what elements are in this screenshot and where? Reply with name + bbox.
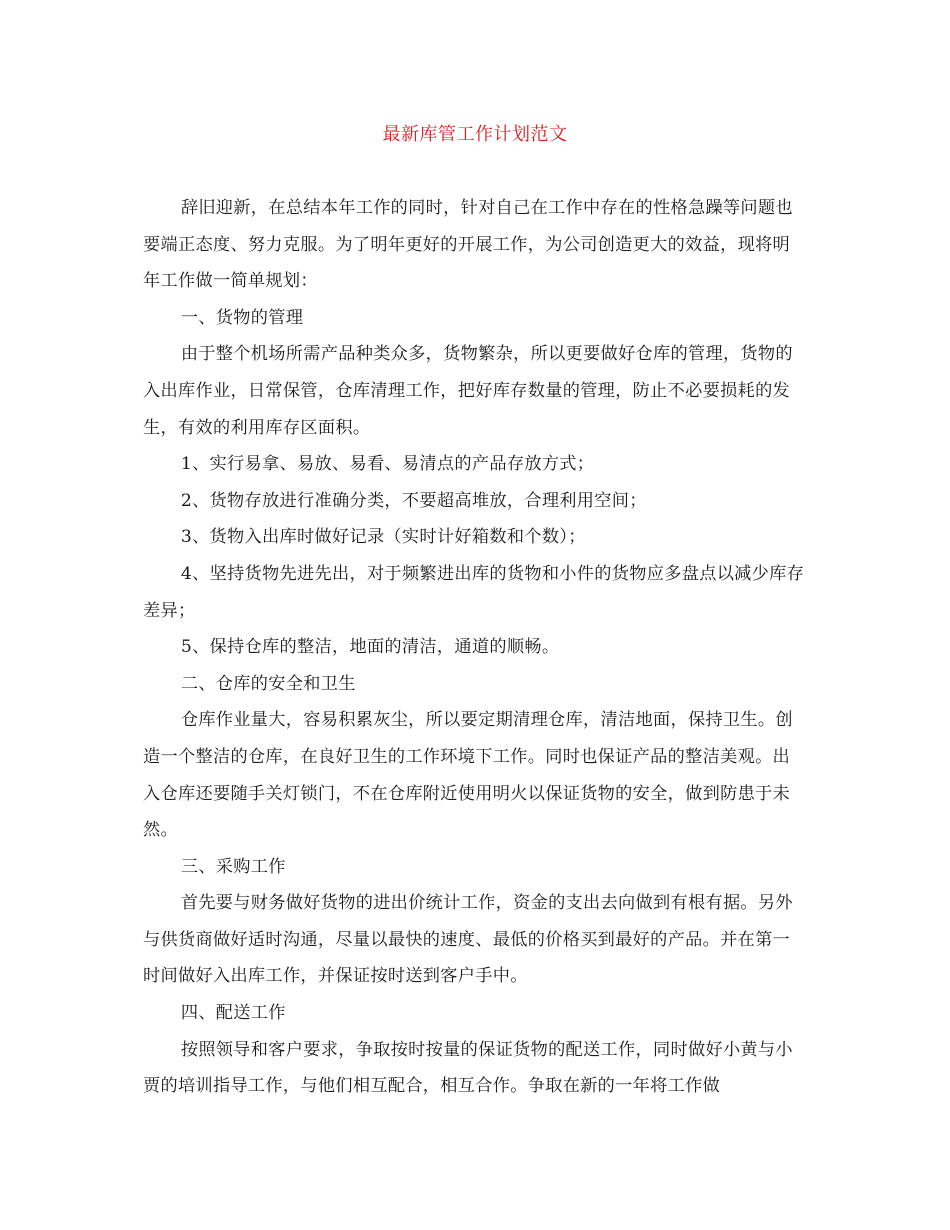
list-item: 4、坚持货物先进先出，对于频繁进出库的货物和小件的货物应多盘点以减少库存差异； — [143, 563, 805, 621]
list-item: 3、货物入出库时做好记录（实时计好箱数和个数）； — [180, 527, 586, 548]
paragraph: 首先要与财务做好货物的进出价统计工作，资金的支出去向做到有根有据。另外与供货商做好适时沟通，尽量以最快的速度、最低的价格买到最好的产品。并在第一时间做好入出库工作，并保证按时送到客户手中。 — [143, 893, 793, 987]
list-item: 5、保持仓库的整洁，地面的清洁，通道的顺畅。 — [180, 637, 560, 658]
document-body — [143, 190, 805, 1105]
document-title: 最新库管工作计划范文 — [382, 124, 568, 145]
section-heading-safety: 二、仓库的安全和卫生 — [180, 673, 356, 694]
section-heading-purchasing: 三、采购工作 — [180, 856, 286, 877]
paragraph: 由于整个机场所需产品种类众多，货物繁杂，所以更要做好仓库的管理，货物的入出库作业，日常保管，仓库清理工作，把好库存数量的管理，防止不必要损耗的发生，有效的利用库存区面积。 — [143, 344, 793, 438]
intro-paragraph: 辞旧迎新，在总结本年工作的同时，针对自己在工作中存在的性格急躁等问题也要端正态度、努力克服。为了明年更好的开展工作，为公司创造更大的效益，现将明年工作做一简单规划： — [143, 198, 793, 292]
list-item: 2、货物存放进行准确分类，不要超高堆放，合理利用空间； — [180, 490, 647, 511]
section-heading-delivery: 四、配送工作 — [180, 1003, 286, 1024]
paragraph: 按照领导和客户要求，争取按时按量的保证货物的配送工作，同时做好小黄与小贾的培训指导工作，与他们相互配合，相互合作。争取在新的一年将工作做 — [143, 1039, 793, 1097]
section-heading-goods: 一、货物的管理 — [180, 307, 304, 328]
list-item: 1、实行易拿、易放、易看、易清点的产品存放方式； — [180, 454, 595, 475]
paragraph: 仓库作业量大，容易积累灰尘，所以要定期清理仓库，清洁地面，保持卫生。创造一个整洁的仓库，在良好卫生的工作环境下工作。同时也保证产品的整洁美观。出入仓库还要随手关灯锁门，不在仓库附近使用明火以保证货物的安全，做到防患于未然。 — [143, 710, 793, 841]
